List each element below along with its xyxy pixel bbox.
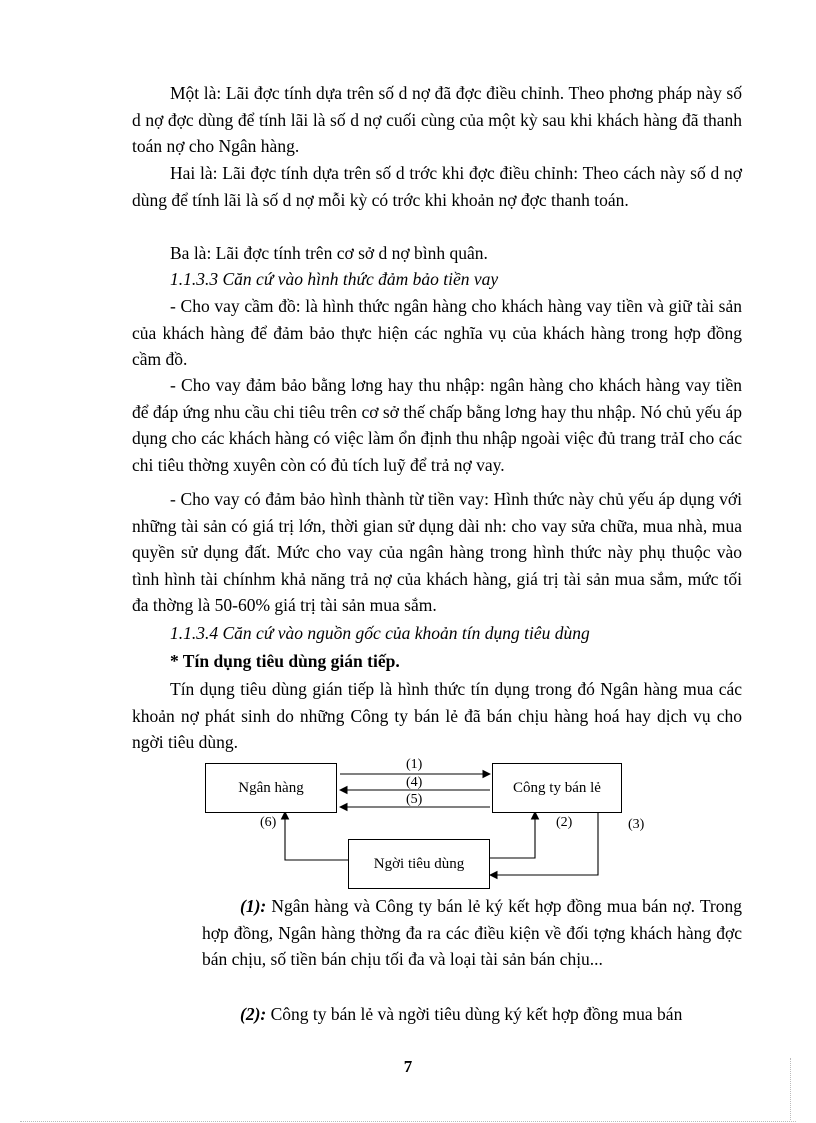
paragraph-hai-la: Hai là: Lãi đợc tính dựa trên số d trớc khi đợc điều chỉnh: Theo cách này số d nợ dùng để tính lãi là số d nợ mỗi kỳ có trớc khi khoản nợ đợc thanh toán. bbox=[132, 163, 742, 210]
label-6: (6) bbox=[260, 815, 277, 830]
paragraph-ba-la: Ba là: Lãi đợc tính trên cơ sở d nợ bình quân. bbox=[170, 243, 488, 263]
bank-box bbox=[205, 763, 337, 813]
note-1 bbox=[202, 893, 742, 973]
label-2: (2) bbox=[556, 815, 573, 830]
label-1: (1) bbox=[406, 757, 423, 772]
consumer-label: Ngời tiêu dùng bbox=[373, 855, 465, 872]
side-dotted-rule bbox=[790, 1058, 791, 1120]
section-heading-1134: 1.1.3.4 Căn cứ vào nguồn gốc của khoản tín dụng tiêu dùng bbox=[170, 623, 590, 643]
note-2-key: (2): bbox=[240, 1004, 267, 1024]
note-2 bbox=[202, 1001, 742, 1028]
bank-label: Ngân hàng bbox=[238, 779, 304, 796]
paragraph-cam-do: - Cho vay cầm đồ: là hình thức ngân hàng cho khách hàng vay tiền và giữ tài sản của khách hàng để đảm bảo thực hiện các nghĩa vụ của khách hàng trong hợp đồng cầm đồ. bbox=[132, 296, 742, 369]
paragraph-tien-vay: - Cho vay có đảm bảo hình thành từ tiền vay: Hình thức này chủ yếu áp dụng với những tài sản có giá trị lớn, thời gian sử dụng dài nh: cho vay sửa chữa, mua nhà, mua quyền sử dụng đất. Mức cho vay của ngân hàng trong hình thức này phụ thuộc vào tình hình tài chínhm khả năng trả nợ của khách hàng, giá trị tài sản mua sắm, mức tối đa thờng là 50-60% giá trị tài sản mua sắm. bbox=[132, 489, 742, 615]
paragraph-gian-tiep: Tín dụng tiêu dùng gián tiếp là hình thức tín dụng trong đó Ngân hàng mua các khoản nợ phát sinh do những Công ty bán lẻ đã bán chịu hàng hoá hay dịch vụ cho ngời tiêu dùng. bbox=[132, 679, 742, 752]
retailer-label: Công ty bán lẻ bbox=[513, 779, 601, 796]
note-2-text: Công ty bán lẻ và ngời tiêu dùng ký kết hợp đồng mua bán bbox=[266, 1004, 683, 1024]
section-heading-1133: 1.1.3.3 Căn cứ vào hình thức đảm bảo tiền vay bbox=[170, 269, 499, 289]
subheading-gian-tiep: * Tín dụng tiêu dùng gián tiếp. bbox=[170, 651, 400, 671]
retailer-box bbox=[492, 763, 622, 813]
label-5: (5) bbox=[406, 792, 423, 807]
arrow-6 bbox=[285, 812, 348, 860]
arrow-3 bbox=[490, 812, 598, 875]
consumer-box bbox=[348, 839, 490, 889]
paragraph-mot-la: Một là: Lãi đợc tính dựa trên số d nợ đã đợc điều chỉnh. Theo phơng pháp này số d nợ đợc dùng để tính lãi là số d nợ cuối cùng của một kỳ sau khi khách hàng đã thanh toán nợ cho Ngân hàng. bbox=[132, 83, 742, 156]
page-number: 7 bbox=[403, 1057, 413, 1076]
paragraph-dam-bao-luong: - Cho vay đảm bảo bằng lơng hay thu nhập: ngân hàng cho khách hàng vay tiền để đáp ứng nhu cầu chi tiêu trên cơ sở thế chấp bằng lơng hay thu nhập. Nó chủ yếu áp dụng cho các khách hàng có việc làm ổn định thu nhập ngoài việc đủ trang trảI cho các chi tiêu thờng xuyên còn có đủ tích luỹ để trả nợ vay. bbox=[132, 375, 742, 475]
footer-dotted-rule bbox=[20, 1121, 796, 1122]
arrow-2 bbox=[490, 812, 535, 858]
note-1-key: (1): bbox=[240, 896, 267, 916]
note-1-text: Ngân hàng và Công ty bán lẻ ký kết hợp đồng mua bán nợ. Trong hợp đồng, Ngân hàng thờng đa ra các điều kiện về đối tợng khách hàng đợc bán chịu, số tiền bán chịu tối đa và loại tài sản bán chịu... bbox=[202, 896, 742, 969]
credit-flow-diagram bbox=[200, 755, 660, 905]
label-3: (3) bbox=[628, 817, 645, 832]
label-4: (4) bbox=[406, 775, 423, 790]
